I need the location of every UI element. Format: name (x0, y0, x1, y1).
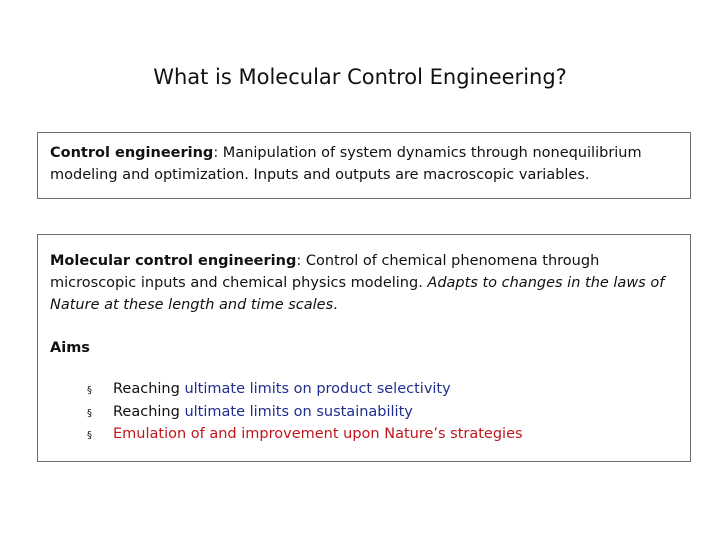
square-bullet-icon: § (87, 407, 92, 419)
control-engineering-box (37, 132, 691, 199)
aim-prefix: Reaching (113, 381, 185, 397)
aim-item (87, 402, 678, 425)
aim-highlight: Emulation of and improvement upon Nature’s strategies (113, 426, 523, 442)
aim-text (113, 402, 413, 424)
molecular-control-engineering-definition (50, 250, 678, 316)
aim-prefix: Reaching (113, 403, 185, 420)
aim-text (113, 379, 451, 401)
control-engineering-term: Control engineering (50, 145, 214, 161)
aim-text (113, 424, 523, 446)
aim-item (87, 379, 678, 402)
square-bullet-icon: § (87, 430, 92, 441)
laws-of-nature-note: Adapts to changes in the laws of Nature at these length and time scales (50, 275, 665, 313)
page-title: What is Molecular Control Engineering? (153, 65, 567, 89)
aim-item (87, 424, 678, 447)
aims-heading: Aims (50, 340, 90, 356)
molecular-control-engineering-term: Molecular control engineering (50, 253, 297, 269)
aim-highlight: ultimate limits on sustainability (184, 403, 413, 420)
molecular-control-engineering-text: : Control of chemical phenomena through microscopic inputs and chemical physics modeling. (50, 253, 600, 291)
aim-highlight: ultimate limits on product selectivity (184, 381, 451, 397)
molecular-control-engineering-box (37, 234, 691, 462)
square-bullet-icon: § (87, 385, 92, 396)
definition-period: . (333, 297, 338, 313)
control-engineering-text: : Manipulation of system dynamics through nonequilibrium modeling and optimization. Inputs and outputs are macroscopic variables. (50, 145, 642, 183)
control-engineering-definition (50, 142, 678, 186)
aims-list (50, 379, 678, 447)
